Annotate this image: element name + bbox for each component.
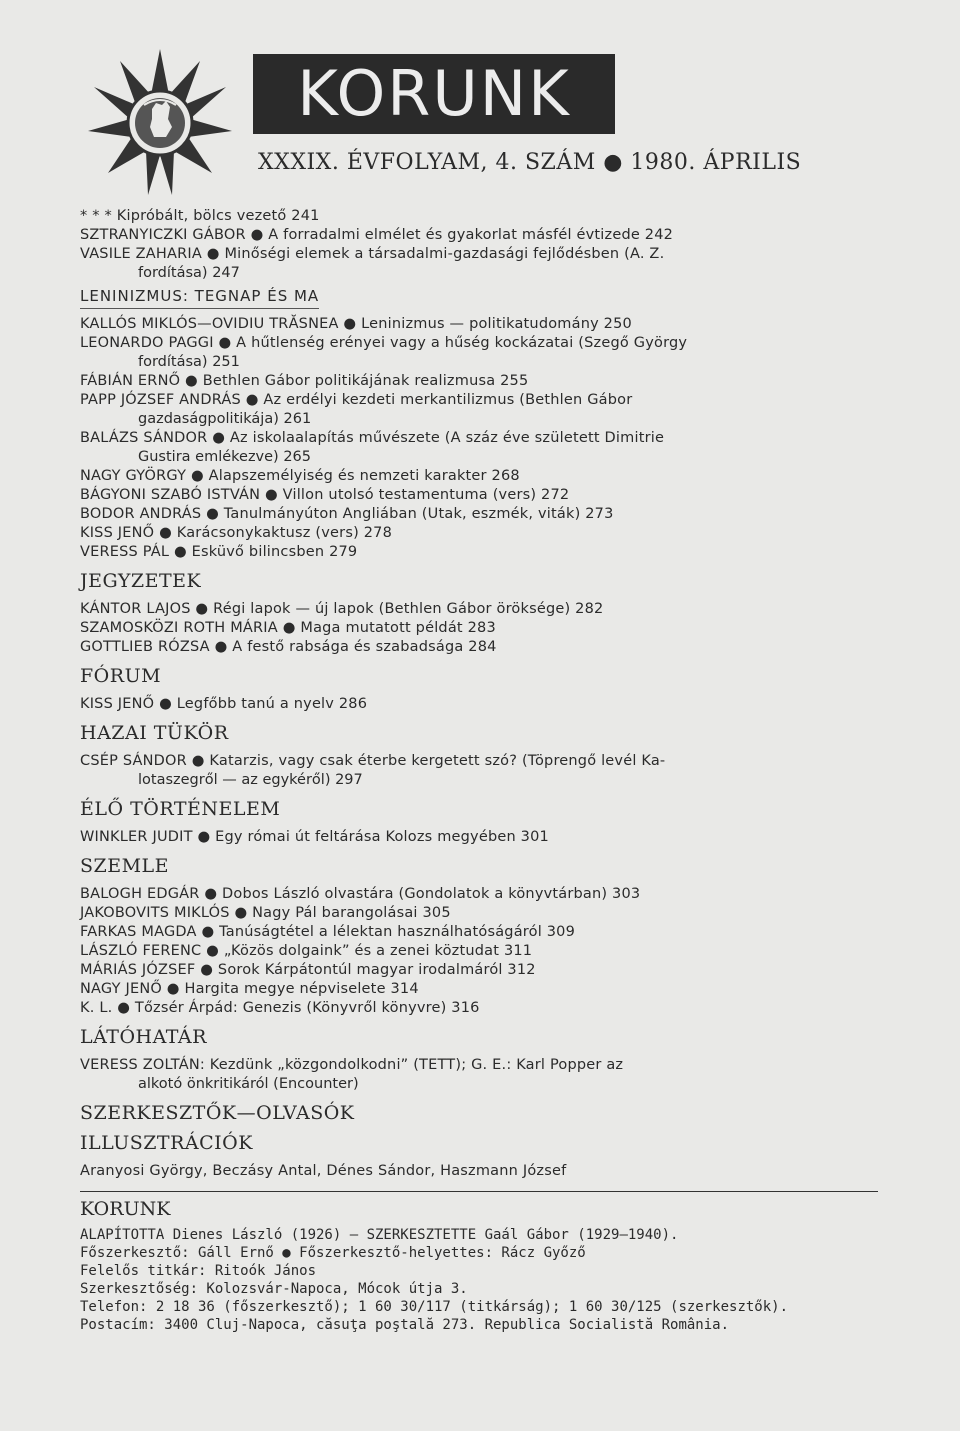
toc-entry-continuation: Gustira emlékezve) 265 [138,449,312,465]
issue-line: XXXIX. ÉVFOLYAM, 4. SZÁM ● 1980. ÁPRILIS [258,150,802,175]
table-of-contents [80,207,880,1334]
masthead-title: KORUNK [297,57,571,130]
toc-entry: LÁSZLÓ FERENC ● „Közös dolgaink” és a zenei köztudat 311 [80,943,533,959]
colophon-line: Telefon: 2 18 36 (főszerkesztő); 1 60 30/117 (titkárság); 1 60 30/125 (szerkesztők). [80,1299,789,1315]
toc-entry: BÁGYONI SZABÓ ISTVÁN ● Villon utolsó testamentuma (vers) 272 [80,487,570,503]
toc-entry: * * * Kipróbált, bölcs vezető 241 [80,208,320,224]
masthead-title-box [253,54,615,134]
colophon-line: ALAPÍTOTTA Dienes László (1926) — SZERKESZTETTE Gaál Gábor (1929—1940). [80,1227,679,1243]
toc-entry-continuation: fordítása) 247 [138,265,240,281]
section-heading: ÉLŐ TÖRTÉNELEM [80,798,281,820]
intro-list [80,207,880,283]
divider-rule [80,1191,878,1192]
toc-entry: K. L. ● Tőzsér Árpád: Genezis (Könyvről könyvre) 316 [80,1000,480,1016]
colophon-line: Postacím: 3400 Cluj-Napoca, căsuţa poştală 273. Republica Socialistă România. [80,1317,730,1333]
toc-entry: GOTTLIEB RÓZSA ● A festő rabsága és szabadsága 284 [80,639,497,655]
colophon-line: Főszerkesztő: Gáll Ernő ● Főszerkesztő-helyettes: Rácz Győző [80,1245,586,1261]
toc-entry: CSÉP SÁNDOR ● Katarzis, vagy csak éterbe kergetett szó? (Töprengő levél Ka- [80,753,666,769]
toc-entry: SZTRANYICZKI GÁBOR ● A forradalmi elmélet és gyakorlat másfél évtizede 242 [80,227,674,243]
toc-entry: KISS JENŐ ● Legfőbb tanú a nyelv 286 [80,696,368,712]
toc-entry: PAPP JÓZSEF ANDRÁS ● Az erdélyi kezdeti merkantilizmus (Bethlen Gábor [80,392,633,408]
colophon-heading: KORUNK [80,1198,171,1220]
toc-entry: KÁNTOR LAJOS ● Régi lapok — új lapok (Bethlen Gábor öröksége) 282 [80,601,604,617]
toc-entry: KISS JENŐ ● Karácsonykaktusz (vers) 278 [80,525,393,541]
colophon-line: Felelős titkár: Ritoók János [80,1263,317,1279]
section-heading: SZEMLE [80,855,170,877]
toc-entry: FÁBIÁN ERNŐ ● Bethlen Gábor politikájának realizmusa 255 [80,373,529,389]
toc-entry: VERESS PÁL ● Esküvő bilincsben 279 [80,544,358,560]
star-emblem-logo [85,45,235,200]
section-heading-leninizmus: LENINIZMUS: TEGNAP ÉS MA [80,287,319,309]
toc-entry: BODOR ANDRÁS ● Tanulmányúton Angliában (Utak, eszmék, viták) 273 [80,506,614,522]
toc-entry: VASILE ZAHARIA ● Minőségi elemek a társadalmi-gazdasági fejlődésben (A. Z. [80,246,665,262]
section-heading: HAZAI TÜKÖR [80,722,229,744]
section-heading: JEGYZETEK [80,570,202,592]
colophon-line: Szerkesztőség: Kolozsvár-Napoca, Mócok útja 3. [80,1281,468,1297]
toc-entry-continuation: alkotó önkritikáról (Encounter) [138,1076,359,1092]
toc-entry-continuation: fordítása) 251 [138,354,240,370]
toc-entry: WINKLER JUDIT ● Egy római út feltárása Kolozs megyében 301 [80,829,549,845]
toc-entry: VERESS ZOLTÁN: Kezdünk „közgondolkodni” (TETT); G. E.: Karl Popper az [80,1057,624,1073]
toc-entry: NAGY GYÖRGY ● Alapszemélyiség és nemzeti karakter 268 [80,468,520,484]
section-heading: FÓRUM [80,665,162,687]
toc-entry: BALÁZS SÁNDOR ● Az iskolaalapítás művészete (A száz éve született Dimitrie [80,430,665,446]
toc-entry-continuation: lotaszegről — az egykéről) 297 [138,772,363,788]
section-heading: SZERKESZTŐK—OLVASÓK [80,1102,355,1124]
toc-entry: LEONARDO PAGGI ● A hűtlenség erényei vagy a hűség kockázatai (Szegő György [80,335,688,351]
toc-sections [80,570,880,1181]
toc-entry: NAGY JENŐ ● Hargita megye népviselete 314 [80,981,419,997]
toc-entry: MÁRIÁS JÓZSEF ● Sorok Kárpátontúl magyar irodalmáról 312 [80,962,536,978]
section-heading: LÁTÓHATÁR [80,1026,207,1048]
colophon [80,1226,880,1334]
toc-entry: BALOGH EDGÁR ● Dobos László olvastára (Gondolatok a könyvtárban) 303 [80,886,641,902]
leninizmus-list [80,315,880,562]
section-heading: ILLUSZTRÁCIÓK [80,1132,253,1154]
toc-entry: KALLÓS MIKLÓS—OVIDIU TRĂSNEA ● Leninizmus — politikatudomány 250 [80,316,632,332]
toc-entry: Aranyosi György, Beczásy Antal, Dénes Sándor, Haszmann József [80,1163,567,1179]
toc-entry: SZAMOSKÖZI ROTH MÁRIA ● Maga mutatott példát 283 [80,620,496,636]
toc-entry: FARKAS MAGDA ● Tanúságtétel a lélektan használhatóságáról 309 [80,924,576,940]
toc-entry-continuation: gazdaságpolitikája) 261 [138,411,312,427]
toc-entry: JAKOBOVITS MIKLÓS ● Nagy Pál barangolásai 305 [80,905,451,921]
